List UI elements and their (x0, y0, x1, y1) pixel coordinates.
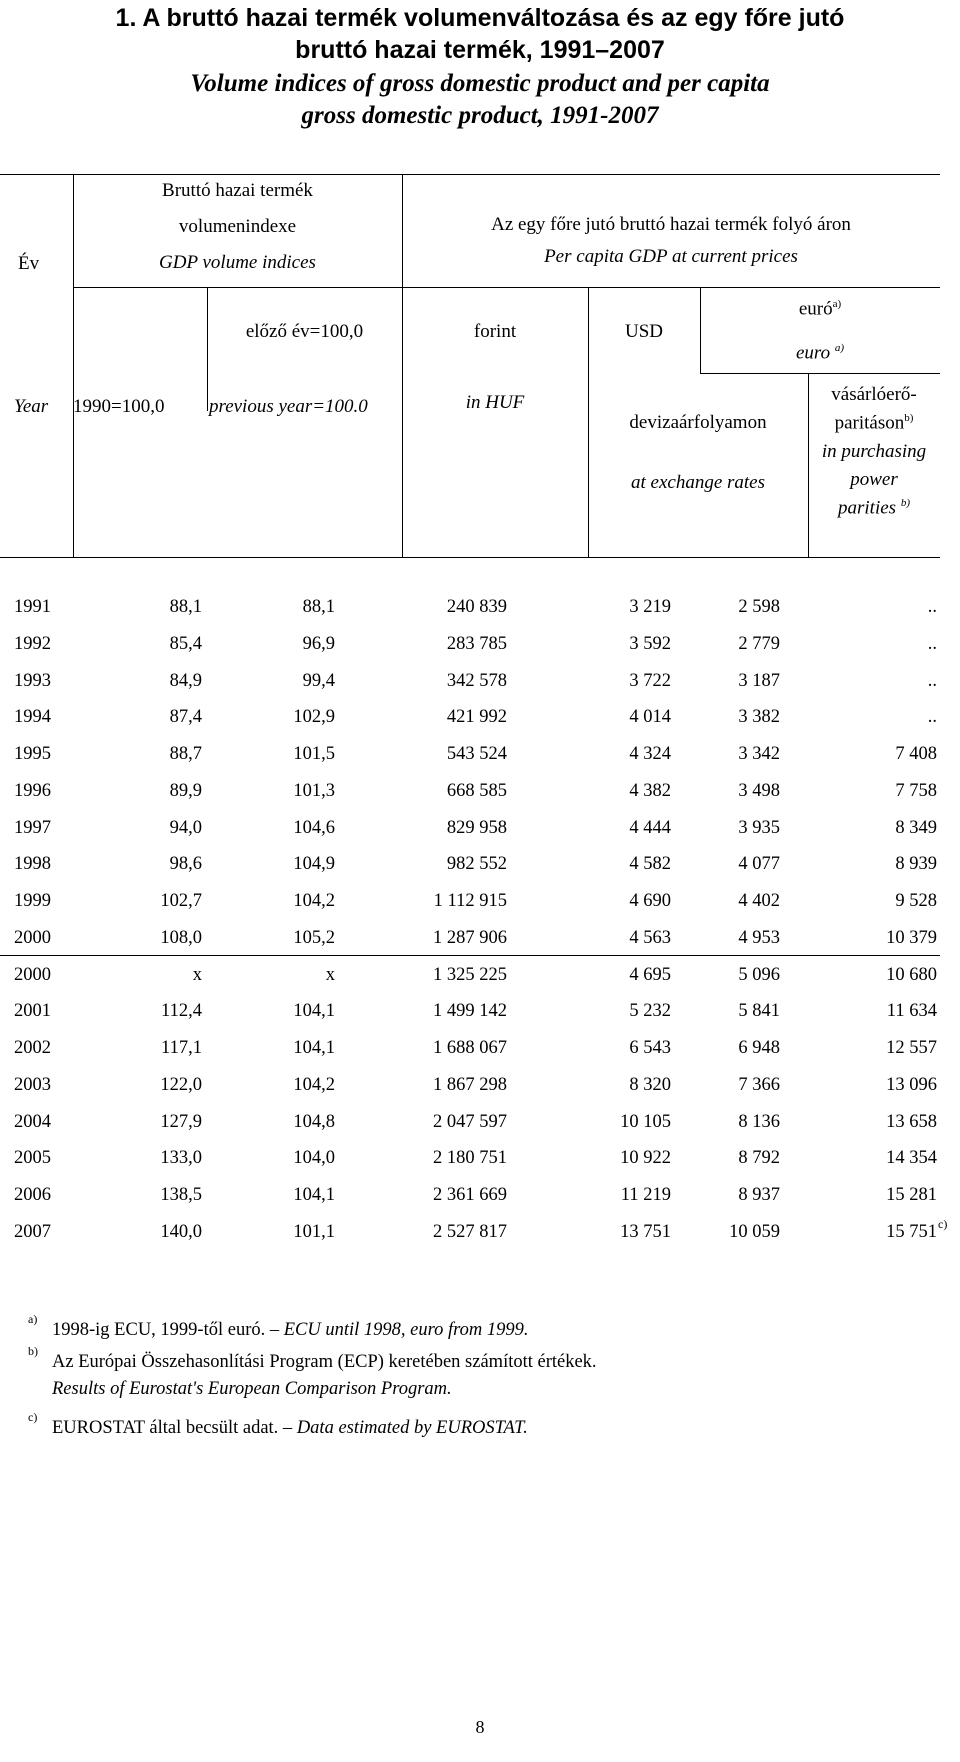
cell-usd: 3 219 (629, 597, 671, 617)
header-gdpvol-en: GDP volume indices (159, 252, 316, 273)
table-row (0, 1075, 960, 1112)
cell-idx1990: 117,1 (161, 1038, 202, 1058)
cell-year: 2003 (14, 1074, 51, 1095)
cell-usd: 4 382 (629, 780, 671, 801)
cell-eur-ppp: .. (927, 633, 937, 654)
cell-idx1990: 102,7 (160, 891, 202, 911)
cell-huf: 1 112 915 (433, 891, 507, 911)
cell-year: 1996 (14, 780, 51, 801)
table-row (0, 854, 960, 891)
table-row (0, 818, 960, 855)
cell-eur-ppp: 7 408 (895, 744, 937, 764)
cell-eur-ppp: 8 349 (895, 817, 937, 838)
header-ppp-hu-1: vásárlóerő- (831, 384, 917, 405)
cell-huf: 1 688 067 (433, 1038, 507, 1058)
cell-usd: 4 690 (629, 891, 671, 911)
cell-year: 2004 (14, 1111, 51, 1132)
cell-year: 1991 (14, 597, 51, 617)
cell-idxprev: 104,1 (293, 1001, 335, 1022)
cell-usd: 10 922 (620, 1148, 671, 1169)
cell-usd: 13 751 (620, 1221, 671, 1242)
cell-usd: 6 543 (629, 1038, 671, 1058)
cell-huf: 1 287 906 (433, 927, 507, 948)
cell-idx1990: 87,4 (169, 707, 202, 728)
cell-eur-fx: 5 841 (738, 1001, 780, 1022)
cell-huf: 1 867 298 (433, 1074, 507, 1095)
header-forint-hu: forint (473, 321, 517, 342)
cell-eur-fx: 2 779 (738, 633, 780, 654)
table-row (0, 891, 960, 928)
cell-eur-fx: 4 077 (738, 854, 780, 875)
cell-idx1990: 108,0 (160, 927, 202, 948)
cell-usd: 11 219 (620, 1185, 671, 1205)
cell-eur-ppp: .. (927, 670, 937, 691)
cell-idxprev: 101,1 (293, 1221, 335, 1242)
cell-idx1990: 138,5 (160, 1185, 202, 1205)
cell-idx1990: 140,0 (160, 1221, 202, 1242)
cell-usd: 4 324 (629, 744, 671, 764)
header-year: Year (14, 396, 49, 417)
cell-huf: 421 992 (446, 707, 507, 728)
header-mid-rule (73, 287, 940, 288)
cell-huf: 668 585 (446, 780, 507, 801)
header-base1990: 1990=100,0 (73, 396, 165, 417)
cell-year: 2001 (14, 1001, 51, 1022)
cell-eur-ppp: 12 557 (886, 1038, 937, 1058)
header-euro-en: euro $^{a)}$ (795, 342, 845, 364)
header-euro-hu: euró$^{a)}$ (798, 298, 842, 320)
cell-idx1990: 112,4 (161, 1001, 202, 1022)
cell-idxprev: 104,9 (293, 854, 335, 875)
header-prev-en: previous year=100.0 (209, 396, 368, 417)
cell-idxprev: 104,2 (293, 891, 335, 911)
header-ppp-en-2: power (850, 469, 898, 490)
cell-year: 2000 (14, 964, 51, 985)
cell-idx1990: 84,9 (169, 670, 202, 691)
footnote-a-mark: a) (28, 1312, 38, 1326)
cell-eur-fx: 2 598 (738, 597, 780, 617)
title-en-line1: Volume indices of gross domestic product and per capita (190, 70, 770, 97)
header-prev-hu: előző év=100,0 (245, 321, 364, 342)
cell-year: 2000 (14, 927, 51, 948)
series-break-rule (0, 955, 940, 956)
cell-eur-ppp: 15 281 (886, 1185, 937, 1205)
cell-eur-fx: 6 948 (738, 1038, 780, 1058)
cell-idxprev: 105,2 (293, 927, 335, 948)
cell-huf: 2 180 751 (433, 1148, 507, 1169)
cell-usd: 3 722 (629, 670, 671, 691)
cell-idxprev: 101,3 (293, 780, 335, 801)
cell-idxprev: 101,5 (293, 744, 335, 764)
cell-eur-fx: 7 366 (738, 1074, 780, 1095)
cell-eur-ppp: .. (927, 707, 937, 728)
cell-eur-fx: 5 096 (738, 964, 780, 985)
cell-eur-fx: 8 136 (738, 1111, 780, 1132)
table-row (0, 781, 960, 818)
table-row (0, 1112, 960, 1149)
cell-eur-fx: 4 402 (738, 891, 780, 911)
cell-eur-fx: 3 342 (738, 744, 780, 764)
cell-idxprev: 104,8 (293, 1111, 335, 1132)
cell-eur-ppp: .. (927, 597, 937, 617)
cell-usd: 5 232 (629, 1001, 671, 1022)
cell-usd: 10 105 (620, 1111, 671, 1132)
cell-eur-ppp: 7 758 (895, 780, 937, 801)
cell-year: 2002 (14, 1038, 51, 1058)
cell-usd: 4 444 (629, 817, 671, 838)
header-percap-hu: Az egy főre jutó bruttó hazai termék folyó áron (491, 214, 851, 235)
cell-idxprev: 104,0 (293, 1148, 335, 1169)
cell-idx1990: 127,9 (160, 1111, 202, 1132)
cell-huf: 1 325 225 (433, 964, 507, 985)
cell-usd: 3 592 (629, 633, 671, 654)
cell-usd: 8 320 (629, 1074, 671, 1095)
cell-idx1990: 89,9 (169, 780, 202, 801)
cell-year: 1994 (14, 707, 51, 728)
cell-eur-ppp: 14 354 (886, 1148, 937, 1169)
cell-idxprev: 99,4 (302, 670, 335, 691)
cell-usd: 4 563 (629, 927, 671, 948)
cell-huf: 543 524 (446, 744, 507, 764)
header-ppp-hu-2: paritáson$^{b)}$ (834, 412, 914, 434)
table-row (0, 671, 960, 708)
header-percap-en: Per capita GDP at current prices (544, 246, 798, 267)
header-gdpvol-hu-1: Bruttó hazai termék (162, 180, 313, 201)
header-forint-en: in HUF (465, 392, 525, 413)
cell-huf: 240 839 (446, 597, 507, 617)
cell-eur-fx: 3 187 (738, 670, 780, 691)
cell-year: 2005 (14, 1148, 51, 1169)
cell-year: 2007 (14, 1221, 51, 1242)
cell-idx1990: 133,0 (160, 1148, 202, 1169)
cell-eur-ppp: 13 658 (886, 1111, 937, 1132)
cell-eur-ppp: 11 634 (886, 1001, 937, 1022)
table-row (0, 707, 960, 744)
cell-year: 2006 (14, 1185, 51, 1205)
cell-year: 1992 (14, 633, 51, 654)
cell-year: 1993 (14, 670, 51, 691)
title-hu-line2: bruttó hazai termék, 1991–2007 (295, 36, 665, 64)
cell-eur-ppp: 8 939 (895, 854, 937, 875)
col-divider-base (207, 287, 208, 411)
cell-huf: 283 785 (446, 633, 507, 654)
table-row (0, 1038, 960, 1075)
footnote-c: EUROSTAT által becsült adat. – Data estimated by EUROSTAT. (52, 1418, 528, 1438)
cell-eur-fx: 8 937 (738, 1185, 780, 1205)
cell-idxprev: 104,6 (293, 817, 335, 838)
header-ppp-en-1: in purchasing (821, 441, 927, 462)
table-row (0, 1001, 960, 1038)
cell-eur-ppp: 10 379 (886, 927, 937, 948)
table-row (0, 597, 960, 634)
cell-huf: 342 578 (446, 670, 507, 691)
cell-huf: 982 552 (446, 854, 507, 875)
cell-idxprev: 104,1 (293, 1038, 335, 1058)
cell-idxprev: 96,9 (302, 633, 335, 654)
last-row-footnote-mark: c) (938, 1217, 948, 1231)
footnote-b-hu: Az Európai Összehasonlítási Program (ECP) keretében számított értékek. (52, 1352, 597, 1372)
cell-idxprev: 88,1 (302, 597, 335, 617)
cell-huf: 1 499 142 (433, 1001, 507, 1022)
cell-huf: 2 361 669 (433, 1185, 507, 1205)
cell-idxprev: 102,9 (293, 707, 335, 728)
header-gdpvol-hu-2: volumenindexe (178, 216, 297, 237)
footnote-a: 1998-ig ECU, 1999-től euró. – ECU until 1998, euro from 1999. (52, 1320, 529, 1340)
cell-idx1990: 98,6 (169, 854, 202, 875)
table-row (0, 928, 960, 965)
header-bottom-rule (0, 557, 940, 558)
cell-huf: 829 958 (446, 817, 507, 838)
cell-huf: 2 527 817 (433, 1221, 507, 1242)
header-usd: USD (624, 321, 663, 342)
footnote-b-mark: b) (28, 1344, 38, 1358)
header-ppp-en-3: parities $^{b)}$ (838, 497, 910, 519)
cell-idxprev: 104,1 (293, 1185, 335, 1205)
table-row (0, 744, 960, 781)
header-top-rule (0, 174, 940, 175)
cell-year: 1997 (14, 817, 51, 838)
cell-idx1990: 88,1 (169, 597, 202, 617)
cell-idx1990: 94,0 (169, 817, 202, 838)
footnote-c-mark: c) (28, 1410, 38, 1424)
table-row (0, 1185, 960, 1222)
footnote-b-en: Results of Eurostat's European Comparison Program. (52, 1379, 452, 1399)
cell-idxprev: 104,2 (293, 1074, 335, 1095)
cell-huf: 2 047 597 (433, 1111, 507, 1132)
euro-sub-rule (700, 373, 940, 374)
cell-eur-fx: 3 935 (738, 817, 780, 838)
cell-idx1990: 88,7 (169, 744, 202, 764)
cell-eur-ppp: 13 096 (886, 1074, 937, 1095)
header-fx-en: at exchange rates (630, 472, 765, 493)
cell-year: 1998 (14, 854, 51, 875)
header-ev: Év (18, 253, 40, 274)
cell-idxprev: x (325, 964, 335, 985)
cell-eur-fx: 3 498 (738, 780, 780, 801)
title-en-line2: gross domestic product, 1991-2007 (301, 102, 659, 129)
cell-eur-ppp: 9 528 (895, 891, 937, 911)
cell-eur-fx: 8 792 (738, 1148, 780, 1169)
page-number: 8 (475, 1717, 485, 1737)
cell-eur-fx: 3 382 (738, 707, 780, 728)
cell-eur-fx: 4 953 (738, 927, 780, 948)
cell-year: 1995 (14, 744, 51, 764)
cell-usd: 4 582 (629, 854, 671, 875)
cell-idx1990: x (192, 964, 202, 985)
cell-eur-ppp: 10 680 (886, 964, 937, 985)
cell-usd: 4 014 (629, 707, 671, 728)
cell-idx1990: 122,0 (160, 1074, 202, 1095)
table-row (0, 1222, 960, 1259)
header-fx-hu: devizaárfolyamon (629, 412, 767, 433)
cell-idx1990: 85,4 (169, 633, 202, 654)
table-row (0, 1148, 960, 1185)
cell-eur-fx: 10 059 (729, 1221, 780, 1242)
cell-eur-ppp: 15 751 (886, 1221, 937, 1242)
cell-usd: 4 695 (629, 964, 671, 985)
title-hu-line1: 1. A bruttó hazai termék volumenváltozása és az egy főre jutó (115, 4, 845, 32)
table-row (0, 965, 960, 1002)
cell-year: 1999 (14, 891, 51, 911)
table-row (0, 634, 960, 671)
